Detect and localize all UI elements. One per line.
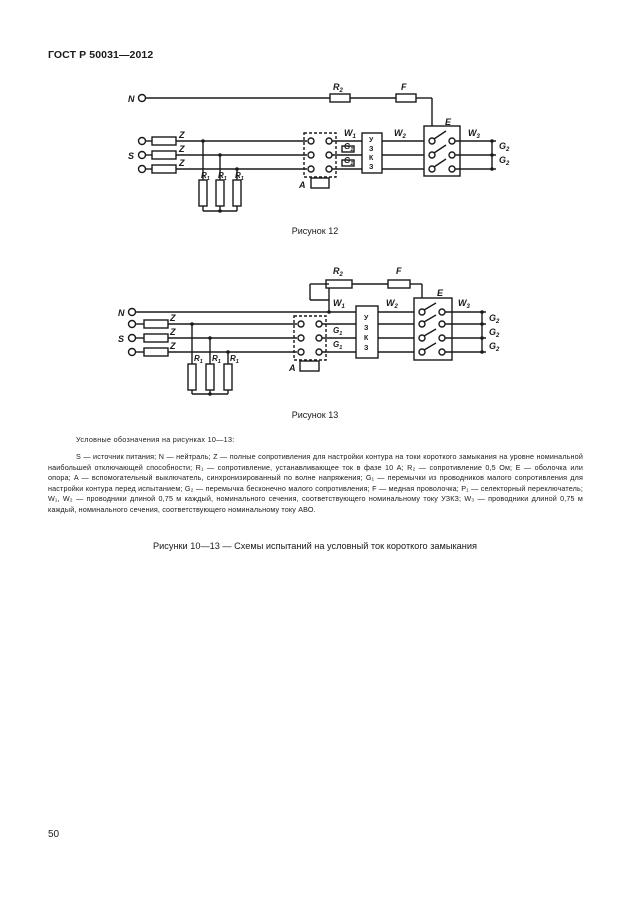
label-e: E xyxy=(437,288,444,298)
label-r1c: $R_1$ xyxy=(230,354,239,365)
figure-13-circuit xyxy=(0,260,630,405)
label-g1b: $G_1$ xyxy=(333,340,343,351)
svg-text:З: З xyxy=(369,164,374,171)
svg-text:З: З xyxy=(364,345,369,352)
label-r1a: $R_1$ xyxy=(201,171,210,182)
label-n: N xyxy=(128,94,135,104)
label-s: S xyxy=(118,334,125,344)
label-z3: Z xyxy=(179,158,185,168)
svg-text:К: К xyxy=(364,335,369,342)
legend-title: Условные обозначения на рисунках 10—13: xyxy=(76,435,235,444)
label-g2c: $G_2$ xyxy=(489,341,500,353)
figure-12 xyxy=(0,78,630,218)
label-e: E xyxy=(445,117,452,127)
label-g1a: $G_1$ xyxy=(333,326,343,337)
svg-text:К: К xyxy=(369,155,374,162)
label-f: F xyxy=(396,266,402,276)
label-a: A xyxy=(299,180,306,190)
label-z2: Z xyxy=(179,144,185,154)
label-g1b: $G_1$ xyxy=(344,156,354,167)
svg-text:У: У xyxy=(369,137,374,144)
label-g2a: $G_2$ xyxy=(489,313,500,325)
figure-13-caption: Рисунок 13 xyxy=(291,410,339,420)
label-r1a: $R_1$ xyxy=(194,354,203,365)
main-caption: Рисунки 10—13 — Схемы испытаний на условный ток короткого замыкания xyxy=(153,541,477,551)
label-r1b: $R_1$ xyxy=(218,171,227,182)
figure-12-circuit xyxy=(0,78,630,218)
label-n: N xyxy=(118,308,125,318)
label-a: A xyxy=(289,363,296,373)
label-g2b: $G_2$ xyxy=(499,155,510,167)
label-r1b: $R_1$ xyxy=(212,354,221,365)
svg-text:З: З xyxy=(364,325,369,332)
label-z1: Z xyxy=(179,130,185,140)
label-w3: $W_3$ xyxy=(468,128,480,140)
label-s: S xyxy=(128,151,135,161)
label-f: F xyxy=(401,82,407,92)
label-r1c: $R_1$ xyxy=(235,171,244,182)
figure-12-caption: Рисунок 12 xyxy=(291,226,339,236)
label-w1: $W_1$ xyxy=(344,128,356,140)
label-w3: $W_3$ xyxy=(458,298,470,310)
label-r2: $R_2$ xyxy=(333,82,343,94)
page-number: 50 xyxy=(48,829,60,840)
label-z3: Z xyxy=(170,341,176,351)
label-g1a: $G_1$ xyxy=(344,142,354,153)
figure-13 xyxy=(0,260,630,405)
label-z1: Z xyxy=(170,313,176,323)
document-header: ГОСТ Р 50031—2012 xyxy=(48,49,154,61)
svg-text:У: У xyxy=(364,315,369,322)
label-r2: $R_2$ xyxy=(333,266,343,278)
label-w2: $W_2$ xyxy=(394,128,406,140)
label-z2: Z xyxy=(170,327,176,337)
label-g2b: $G_2$ xyxy=(489,327,500,339)
label-w2: $W_2$ xyxy=(386,298,398,310)
label-w1: $W_1$ xyxy=(333,298,345,310)
svg-text:З: З xyxy=(369,146,374,153)
legend-text: S — источник питания; N — нейтраль; Z — полные сопротивления для настройки контура на токи короткого замыкания на уровне номинальной наибольшей отключающей способности; R₁ — сопротивление, устанавливающее ток в фазе 10 А; R₂ — сопротивление 0,5 Ом; E — оболочка или опора; A — вспомогательный выключатель, синхронизированный по волне напряжения; G₁ — перемычки из проводников малого сопротивления для настройки контура перед испытанием; G₂ — перемычка бесконечно малого сопротивления; F — медная проволочка; P₁ — селекторный переключатель; W₁, W₂ — проводники длиной 0,75 м каждый, номинального сечения, соответствующего номинальному току УЗКЗ; W₃ — проводники длиной 0,75 м каждый, номинального сечения, соответствующего номинальному току АВО. xyxy=(48,452,583,514)
label-g2a: $G_2$ xyxy=(499,141,510,153)
